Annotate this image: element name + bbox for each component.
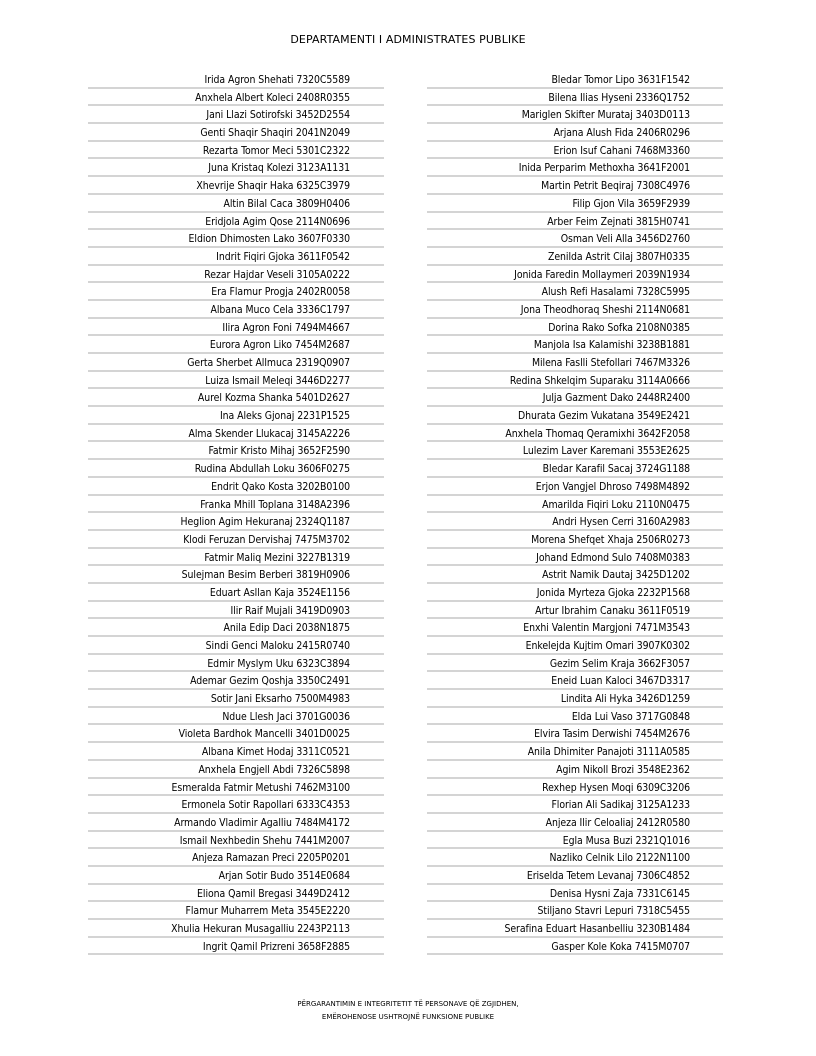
- person-entry: Albana Muco Cela 3336C1797: [210, 303, 350, 316]
- list-item: [88, 177, 384, 195]
- person-entry: Ilir Raif Mujali 3419D0903: [230, 604, 350, 617]
- list-item: [88, 195, 384, 213]
- list-item: [427, 142, 723, 160]
- list-item: [88, 159, 384, 177]
- list-item: [427, 602, 723, 620]
- person-entry: Eldion Dhimosten Lako 3607F0330: [188, 233, 350, 246]
- list-item: [427, 230, 723, 248]
- person-entry: Osman Veli Alla 3456D2760: [560, 233, 690, 246]
- document-title: DEPARTAMENTI I ADMINISTRATES PUBLIKE: [290, 33, 526, 46]
- list-item: [88, 496, 384, 514]
- person-entry: Ingrit Qamil Prizreni 3658F2885: [202, 940, 350, 953]
- list-item: [88, 301, 384, 319]
- list-item: [88, 761, 384, 779]
- person-entry: Esmeralda Fatmir Metushi 7462M3100: [171, 781, 350, 794]
- person-entry: Dhurata Gezim Vukatana 3549E2421: [517, 410, 690, 423]
- person-entry: Sulejman Besim Berberi 3819H0906: [181, 569, 350, 582]
- person-entry: Lindita Ali Hyka 3426D1259: [560, 693, 690, 706]
- list-item: [88, 708, 384, 726]
- person-entry: Xhevrije Shaqir Haka 6325C3979: [196, 180, 350, 193]
- list-item: [427, 708, 723, 726]
- person-entry: Erjon Vangjel Dhroso 7498M4892: [535, 480, 690, 493]
- person-entry: Morena Shefqet Xhaja 2506R0273: [531, 533, 690, 546]
- list-item: [427, 743, 723, 761]
- person-entry: Dorina Rako Sofka 2108N0385: [548, 321, 690, 334]
- list-item: [427, 159, 723, 177]
- list-item: [88, 213, 384, 231]
- list-item: [88, 124, 384, 142]
- person-entry: Artur Ibrahim Canaku 3611F0519: [535, 604, 690, 617]
- list-item: [88, 938, 384, 956]
- person-entry: Elda Lui Vaso 3717G0848: [571, 710, 690, 723]
- list-item: [88, 106, 384, 124]
- list-item: [427, 248, 723, 266]
- person-entry: Rexhep Hysen Moqi 6309C3206: [542, 781, 690, 794]
- person-entry: Jonida Myrteza Gjoka 2232P1568: [536, 586, 690, 599]
- person-entry: Franka Mhill Toplana 3148A2396: [200, 498, 350, 511]
- person-entry: Ilira Agron Foni 7494M4667: [222, 321, 350, 334]
- person-entry: Martin Petrit Beqiraj 7308C4976: [541, 180, 690, 193]
- person-entry: Endrit Qako Kosta 3202B0100: [211, 480, 350, 493]
- list-item: [88, 566, 384, 584]
- person-entry: Milena Faslli Stefollari 7467M3326: [531, 357, 690, 369]
- person-entry: Aurel Kozma Shanka 5401D2627: [197, 392, 350, 405]
- person-entry: Eridjola Agim Qose 2114N0696: [205, 215, 350, 228]
- list-item: [427, 301, 723, 319]
- person-entry: Denisa Hysni Zaja 7331C6145: [549, 887, 690, 900]
- person-entry: Andri Hysen Cerri 3160A2983: [552, 516, 690, 529]
- list-item: [427, 796, 723, 814]
- person-entry: Rezarta Tomor Meci 5301C2322: [202, 144, 350, 157]
- list-item: [427, 761, 723, 779]
- person-entry: Mariglen Skifter Murataj 3403D0113: [521, 109, 690, 122]
- list-item: [427, 389, 723, 407]
- person-entry: Nazliko Celnik Lilo 2122N1100: [549, 852, 690, 865]
- list-item: [427, 425, 723, 443]
- person-entry: Agim Nikoll Brozi 3548E2362: [556, 763, 690, 776]
- list-item: [88, 902, 384, 920]
- person-entry: Sindi Genci Maloku 2415R0740: [205, 640, 350, 652]
- person-entry: Era Flamur Progja 2402R0058: [211, 286, 350, 299]
- person-entry: Ina Aleks Gjonaj 2231P1525: [219, 410, 350, 423]
- person-entry: Alush Refi Hasalami 7328C5995: [541, 286, 690, 299]
- person-entry: Johand Edmond Sulo 7408M0383: [536, 551, 690, 564]
- list-item: [427, 849, 723, 867]
- person-entry: Luiza Ismail Meleqi 3446D2277: [205, 374, 350, 387]
- list-item: [427, 177, 723, 195]
- list-item: [427, 690, 723, 708]
- list-item: [427, 336, 723, 354]
- list-item: [88, 407, 384, 425]
- person-entry: Gezim Selim Kraja 3662F3057: [549, 657, 690, 670]
- list-item: [427, 885, 723, 903]
- person-entry: Albana Kimet Hodaj 3311C0521: [201, 746, 350, 759]
- list-item: [88, 655, 384, 673]
- person-entry: Amarilda Fiqiri Loku 2110N0475: [542, 498, 690, 511]
- left-name-column: [88, 71, 384, 955]
- list-item: [427, 496, 723, 514]
- person-entry: Alma Skender Llukacaj 3145A2226: [188, 427, 350, 440]
- list-item: [88, 531, 384, 549]
- list-item: [427, 531, 723, 549]
- person-entry: Rezar Hajdar Veseli 3105A0222: [204, 268, 350, 281]
- person-entry: Gerta Sherbet Allmuca 2319Q0907: [187, 357, 350, 369]
- person-entry: Jona Theodhoraq Sheshi 2114N0681: [520, 303, 690, 316]
- list-item: [427, 513, 723, 531]
- list-item: [88, 814, 384, 832]
- list-item: [88, 867, 384, 885]
- list-item: [88, 602, 384, 620]
- person-entry: Julja Gazment Dako 2448R2400: [542, 392, 690, 405]
- list-item: [427, 478, 723, 496]
- list-item: [427, 549, 723, 567]
- person-entry: Eliona Qamil Bregasi 3449D2412: [197, 887, 350, 900]
- person-entry: Genti Shaqir Shaqiri 2041N2049: [200, 127, 350, 140]
- list-item: [88, 266, 384, 284]
- list-item: [427, 902, 723, 920]
- person-entry: Stiljano Stavri Lepuri 7318C5455: [537, 905, 690, 918]
- list-item: [427, 372, 723, 390]
- person-entry: Elvira Tasim Derwishi 7454M2676: [534, 728, 690, 741]
- person-entry: Enkelejda Kujtim Omari 3907K0302: [525, 640, 690, 652]
- list-item: [427, 566, 723, 584]
- person-entry: Fatmir Kristo Mihaj 3652F2590: [208, 445, 350, 458]
- person-entry: Enxhi Valentin Margjoni 7471M3543: [523, 622, 690, 635]
- person-entry: Juna Kristaq Kolezi 3123A1131: [208, 162, 350, 175]
- list-item: [427, 283, 723, 301]
- person-entry: Astrit Namik Dautaj 3425D1202: [542, 569, 690, 582]
- person-entry: Erion Isuf Cahani 7468M3360: [553, 144, 690, 157]
- list-item: [427, 920, 723, 938]
- person-entry: Ermonela Sotir Rapollari 6333C4353: [181, 799, 350, 812]
- person-entry: Florian Ali Sadikaj 3125A1233: [551, 799, 690, 812]
- person-entry: Eneid Luan Kaloci 3467D3317: [551, 675, 690, 688]
- list-item: [88, 779, 384, 797]
- person-entry: Inida Perparim Methoxha 3641F2001: [518, 162, 690, 175]
- list-item: [88, 336, 384, 354]
- list-item: [88, 885, 384, 903]
- person-entry: Anila Edip Daci 2038N1875: [223, 622, 350, 635]
- list-item: [88, 725, 384, 743]
- person-entry: Anjeza Ramazan Preci 2205P0201: [192, 852, 350, 865]
- list-item: [427, 832, 723, 850]
- list-item: [88, 248, 384, 266]
- list-item: [427, 89, 723, 107]
- list-item: [88, 920, 384, 938]
- person-entry: Egla Musa Buzi 2321Q1016: [562, 834, 690, 847]
- list-item: [88, 389, 384, 407]
- list-item: [88, 672, 384, 690]
- person-entry: Arjana Alush Fida 2406R0296: [553, 127, 690, 140]
- person-entry: Ndue Llesh Jaci 3701G0036: [222, 710, 350, 723]
- person-entry: Heglion Agim Hekuranaj 2324Q1187: [180, 516, 350, 529]
- list-item: [427, 779, 723, 797]
- list-item: [427, 867, 723, 885]
- person-entry: Flamur Muharrem Meta 3545E2220: [185, 905, 350, 918]
- list-item: [88, 460, 384, 478]
- person-entry: Bilena Ilias Hyseni 2336Q1752: [548, 91, 690, 104]
- person-entry: Irida Agron Shehati 7320C5589: [204, 74, 350, 86]
- list-item: [427, 814, 723, 832]
- list-item: [88, 142, 384, 160]
- list-item: [88, 513, 384, 531]
- person-entry: Anxhela Thomaq Qeramixhi 3642F2058: [505, 427, 690, 440]
- person-entry: Zenilda Astrit Cilaj 3807H0335: [547, 250, 690, 263]
- person-entry: Serafina Eduart Hasanbelliu 3230B1484: [504, 923, 690, 935]
- person-entry: Jonida Faredin Mollaymeri 2039N1934: [514, 268, 690, 281]
- list-item: [88, 549, 384, 567]
- list-item: [88, 637, 384, 655]
- list-item: [427, 319, 723, 337]
- list-item: [427, 619, 723, 637]
- person-entry: Lulezim Laver Karemani 3553E2625: [522, 445, 690, 458]
- person-entry: Jani Llazi Sotirofski 3452D2554: [206, 109, 350, 122]
- list-item: [88, 796, 384, 814]
- person-entry: Sotir Jani Eksarho 7500M4983: [210, 693, 350, 706]
- list-item: [88, 71, 384, 89]
- person-entry: Fatmir Maliq Mezini 3227B1319: [204, 551, 350, 564]
- person-entry: Bledar Tomor Lipo 3631F1542: [551, 74, 690, 86]
- person-entry: Anila Dhimiter Panajoti 3111A0585: [527, 746, 690, 759]
- list-item: [427, 106, 723, 124]
- footer-line-2: EMËROHENOSE USHTROJNË FUNKSIONE PUBLIKE: [321, 1013, 495, 1021]
- person-entry: Bledar Karafil Sacaj 3724G1188: [542, 463, 690, 476]
- list-item: [88, 849, 384, 867]
- person-entry: Rudina Abdullah Loku 3606F0275: [194, 463, 350, 476]
- list-item: [88, 743, 384, 761]
- person-entry: Xhulia Hekuran Musagalliu 2243P2113: [171, 923, 350, 935]
- list-item: [88, 372, 384, 390]
- list-item: [88, 230, 384, 248]
- list-item: [88, 832, 384, 850]
- person-entry: Redina Shkelqim Suparaku 3114A0666: [509, 374, 690, 387]
- person-entry: Arjan Sotir Budo 3514E0684: [218, 869, 350, 882]
- list-item: [427, 266, 723, 284]
- footer: [0, 998, 816, 1024]
- right-name-column: [427, 71, 723, 955]
- person-entry: Manjola Isa Kalamishi 3238B1881: [533, 339, 690, 352]
- list-item: [427, 672, 723, 690]
- list-item: [88, 283, 384, 301]
- person-entry: Klodi Feruzan Dervishaj 7475M3702: [183, 533, 350, 546]
- person-entry: Anxhela Albert Koleci 2408R0355: [195, 91, 350, 104]
- list-item: [427, 71, 723, 89]
- person-entry: Eduart Asllan Kaja 3524E1156: [209, 586, 350, 599]
- list-item: [88, 478, 384, 496]
- person-entry: Gasper Kole Koka 7415M0707: [551, 940, 690, 953]
- person-entry: Eurora Agron Liko 7454M2687: [209, 339, 350, 352]
- list-item: [427, 637, 723, 655]
- list-item: [427, 354, 723, 372]
- list-item: [427, 195, 723, 213]
- list-item: [88, 89, 384, 107]
- person-entry: Eriselda Tetem Levanaj 7306C4852: [526, 869, 690, 882]
- person-entry: Altin Bilal Caca 3809H0406: [223, 197, 350, 210]
- list-item: [427, 124, 723, 142]
- list-item: [88, 425, 384, 443]
- list-item: [88, 584, 384, 602]
- list-item: [88, 354, 384, 372]
- list-item: [427, 442, 723, 460]
- person-entry: Ismail Nexhbedin Shehu 7441M2007: [179, 834, 350, 847]
- list-item: [88, 319, 384, 337]
- list-item: [88, 690, 384, 708]
- person-entry: Edmir Myslym Uku 6323C3894: [207, 657, 350, 670]
- list-item: [427, 407, 723, 425]
- person-entry: Filip Gjon Vila 3659F2939: [572, 197, 690, 210]
- list-item: [427, 584, 723, 602]
- person-entry: Indrit Fiqiri Gjoka 3611F0542: [216, 250, 350, 263]
- person-entry: Armando Vladimir Agalliu 7484M4172: [174, 816, 350, 829]
- list-item: [427, 938, 723, 956]
- person-entry: Ademar Gezim Qoshja 3350C2491: [190, 675, 350, 688]
- list-item: [88, 442, 384, 460]
- list-item: [427, 655, 723, 673]
- list-item: [427, 213, 723, 231]
- person-entry: Anxhela Engjell Abdi 7326C5898: [198, 763, 350, 776]
- person-entry: Anjeza Ilir Celoaliaj 2412R0580: [545, 816, 690, 829]
- list-item: [427, 725, 723, 743]
- list-item: [88, 619, 384, 637]
- list-item: [427, 460, 723, 478]
- footer-line-1: PËRGARANTIMIN E INTEGRITETIT TË PERSONAVE QË ZGJIDHEN,: [297, 1000, 519, 1008]
- person-entry: Violeta Bardhok Mancelli 3401D0025: [178, 728, 350, 741]
- person-entry: Arber Feim Zejnati 3815H0741: [547, 215, 690, 228]
